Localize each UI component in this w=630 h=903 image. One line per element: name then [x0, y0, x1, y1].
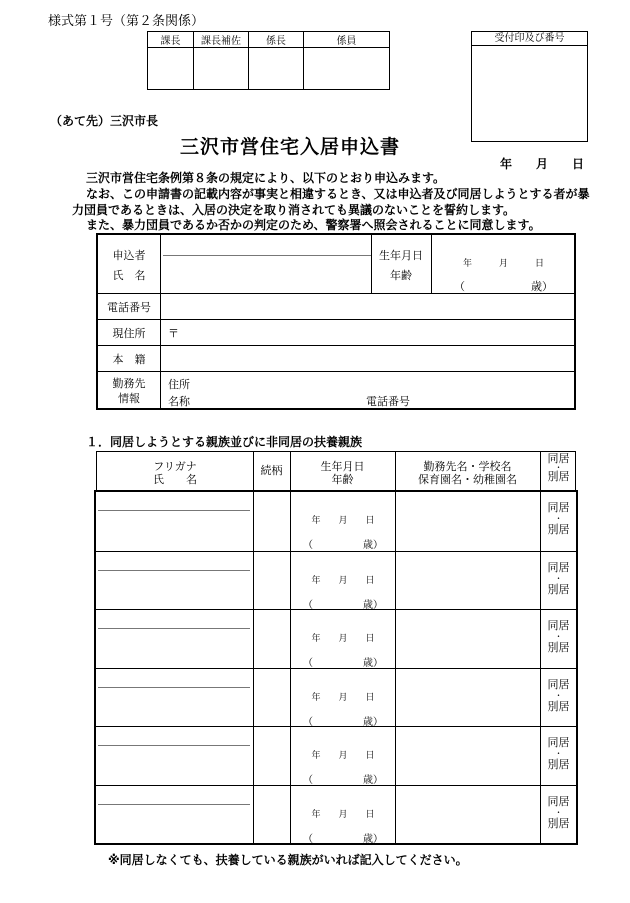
family-live-dot: ・ [554, 690, 563, 700]
family-name-field[interactable] [96, 669, 253, 728]
intro-line-4: また、暴力団員であるか否かの判定のため、警察署へ照会されることに同意します。 [86, 218, 541, 232]
family-age: （ 歳） [303, 599, 383, 611]
header-live-dot: ・ [554, 463, 563, 472]
family-birth-field[interactable] [291, 492, 395, 551]
family-live-1: 同居 [547, 677, 570, 691]
applicant-age: （ 歳） [454, 280, 553, 293]
header-work-2: 保育園名・幼稚園名 [418, 473, 517, 486]
form-id: 様式第１号（第２条関係） [48, 14, 205, 29]
work-label-2: 情報 [118, 392, 140, 405]
phone-label: 電話番号 [107, 301, 151, 314]
header-name: 氏 名 [153, 473, 197, 486]
family-work-field[interactable] [396, 492, 540, 551]
family-age: （ 歳） [303, 833, 383, 845]
applicant-name-label-2: 氏 名 [112, 269, 146, 282]
stamp-cell[interactable] [249, 48, 304, 90]
stamp-header-kacho-hosa: 課長補佐 [194, 32, 249, 48]
phone-field[interactable] [161, 294, 574, 320]
family-live-2: 別居 [547, 699, 570, 713]
furigana-divider [98, 745, 250, 746]
page-title: 三沢市営住宅入居申込書 [180, 136, 401, 158]
family-table-row [96, 726, 576, 786]
family-live-choice[interactable] [541, 679, 576, 713]
work-label-1: 勤務先 [112, 377, 146, 390]
family-birth-date: 年 月 日 [311, 809, 375, 820]
intro-line-1: 三沢市営住宅条例第８条の規定により、以下のとおり申込みます。 [86, 171, 446, 185]
family-live-1: 同居 [547, 736, 570, 749]
family-live-dot: ・ [554, 514, 563, 523]
family-age: （ 歳） [303, 540, 383, 551]
applicant-birth-label-2: 年齢 [390, 269, 412, 282]
family-birth-field[interactable] [291, 786, 395, 845]
family-work-field[interactable] [396, 727, 540, 786]
applicant-table [96, 233, 576, 410]
family-live-1: 同居 [547, 794, 570, 808]
header-live-2: 別居 [547, 470, 570, 483]
applicant-birth-field[interactable] [432, 235, 575, 293]
family-birth-field[interactable] [291, 552, 395, 611]
family-live-2: 別居 [547, 523, 570, 536]
family-table-row [96, 492, 576, 551]
applicant-name-field[interactable] [161, 235, 371, 293]
header-birth-1: 生年月日 [320, 460, 365, 473]
family-birth-date: 年 月 日 [311, 634, 375, 644]
family-work-field[interactable] [396, 552, 540, 611]
family-birth-date: 年 月 日 [311, 516, 375, 526]
family-live-choice[interactable] [541, 737, 576, 771]
family-live-choice[interactable] [541, 502, 576, 536]
family-relation-field[interactable] [254, 669, 290, 728]
family-live-dot: ・ [554, 749, 563, 758]
family-table-row [96, 551, 576, 611]
furigana-divider [98, 687, 250, 688]
furigana-divider [98, 628, 250, 629]
stamp-cell[interactable] [303, 48, 389, 90]
family-live-2: 別居 [547, 582, 570, 596]
work-address-label: 住所 [168, 378, 190, 391]
family-live-dot: ・ [554, 807, 563, 817]
header-live [540, 453, 577, 483]
intro-line-2: なお、この申請書の記載内容が事実と相違するとき、又は申込者及び同居しようとする者が暴 [86, 187, 590, 201]
furigana-divider [98, 570, 250, 571]
family-age: （ 歳） [303, 775, 383, 786]
family-live-choice[interactable] [541, 562, 576, 596]
family-birth-date: 年 月 日 [311, 751, 375, 761]
date-line: 年 月 日 [500, 157, 585, 171]
stamp-cell[interactable] [148, 48, 194, 90]
footnote: ※同居しなくても、扶養している親族がいれば記入してください。 [108, 853, 468, 867]
family-table-row [96, 609, 576, 669]
family-relation-field[interactable] [254, 492, 290, 551]
stamp-header-kakariin: 係員 [303, 32, 389, 48]
family-name-field[interactable] [96, 786, 253, 845]
header-relation: 続柄 [260, 464, 283, 477]
furigana-divider [98, 510, 250, 511]
applicant-birth-date: 年 月 日 [462, 259, 544, 269]
address-label: 現住所 [112, 327, 146, 340]
receipt-box[interactable] [471, 31, 588, 142]
family-birth-date: 年 月 日 [311, 692, 375, 703]
approval-stamp-table [147, 31, 390, 90]
family-live-dot: ・ [554, 632, 563, 641]
family-name-field[interactable] [96, 727, 253, 786]
family-birth-date: 年 月 日 [311, 575, 375, 586]
family-table-header [96, 451, 576, 490]
family-name-field[interactable] [96, 492, 253, 551]
header-work-1: 勤務先名・学校名 [423, 460, 512, 473]
applicant-name-label-1: 申込者 [112, 249, 146, 262]
furigana-divider [98, 804, 250, 805]
family-age: （ 歳） [303, 716, 383, 728]
postal-mark: 〒 [168, 327, 179, 340]
family-live-dot: ・ [554, 573, 563, 583]
family-live-1: 同居 [547, 560, 570, 574]
work-name-label: 名称 [168, 395, 190, 408]
family-relation-field[interactable] [254, 727, 290, 786]
family-name-field[interactable] [96, 610, 253, 669]
family-work-field[interactable] [396, 610, 540, 669]
family-name-field[interactable] [96, 552, 253, 611]
family-work-field[interactable] [396, 786, 540, 845]
header-live-1: 同居 [547, 452, 570, 465]
family-relation-field[interactable] [254, 552, 290, 611]
family-live-2: 別居 [547, 816, 570, 830]
family-relation-field[interactable] [254, 610, 290, 669]
receipt-box-label: 受付印及び番号 [472, 32, 587, 46]
applicant-birth-label-1: 生年月日 [379, 249, 423, 262]
family-live-choice[interactable] [541, 796, 576, 830]
family-table-row [96, 785, 576, 845]
work-field[interactable] [161, 372, 574, 411]
stamp-header-kacho: 課長 [148, 32, 194, 48]
domicile-field[interactable] [161, 346, 574, 372]
domicile-label: 本 籍 [112, 353, 146, 366]
family-live-1: 同居 [547, 619, 570, 632]
work-phone-label: 電話番号 [366, 395, 410, 408]
family-live-choice[interactable] [541, 620, 576, 654]
family-birth-field[interactable] [291, 669, 395, 728]
family-birth-field[interactable] [291, 727, 395, 786]
family-table-row [96, 668, 576, 728]
family-birth-field[interactable] [291, 610, 395, 669]
family-age: （ 歳） [303, 658, 383, 669]
family-live-2: 別居 [547, 641, 570, 654]
family-live-2: 別居 [547, 758, 570, 771]
family-work-field[interactable] [396, 669, 540, 728]
header-furigana: フリガナ [153, 460, 197, 473]
stamp-header-kakaricho: 係長 [249, 32, 304, 48]
header-birth-2: 年齢 [331, 473, 354, 486]
stamp-cell[interactable] [194, 48, 249, 90]
family-table-body [94, 490, 578, 845]
furigana-divider [163, 255, 371, 256]
address-field[interactable] [180, 320, 574, 346]
family-relation-field[interactable] [254, 786, 290, 845]
family-live-1: 同居 [547, 501, 570, 514]
addressee: （あて先）三沢市長 [50, 114, 159, 128]
intro-line-3: 力団員であるときは、入居の決定を取り消されても異議のないことを誓約します。 [72, 203, 516, 217]
section1-title: １．同居しようとする親族並びに非同居の扶養親族 [86, 435, 363, 449]
